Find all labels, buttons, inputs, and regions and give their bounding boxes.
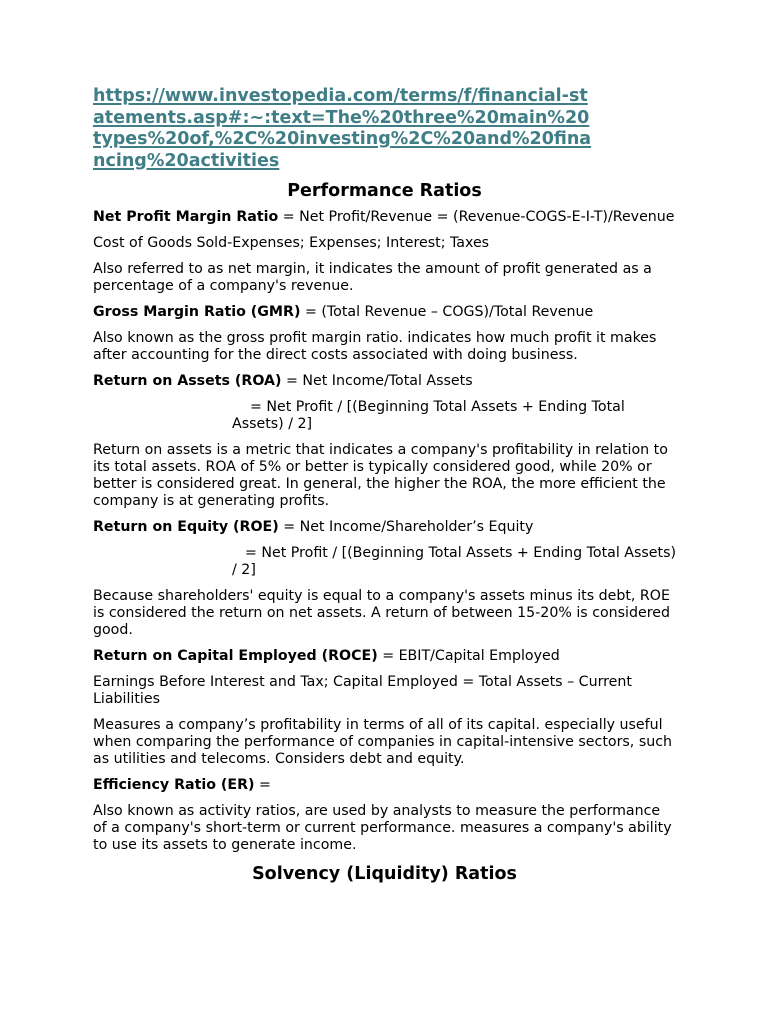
performance-ratios-heading: Performance Ratios — [287, 181, 482, 201]
npm-formula — [93, 209, 676, 226]
roa-formula-alt: = Net Profit / [(Beginning Total Assets + Ending Total Assets) / 2] — [232, 399, 625, 432]
link-line-2: statements.asp#:~:text=The%20three%20main — [93, 86, 588, 128]
solvency-ratios-heading: Solvency (Liquidity) Ratios — [252, 864, 517, 884]
npm-legend: Cost of Goods Sold-Expenses; Expenses; Interest; Taxes — [93, 235, 490, 251]
gmr-formula — [93, 304, 676, 321]
roe-formula-alt: = Net Profit / [(Beginning Total Assets + Ending Total Assets) / 2] — [232, 545, 677, 578]
link-line-1: https://www.investopedia.com/terms/f/financial- — [93, 86, 569, 106]
roce-term: Return on Capital Employed (ROCE) — [93, 648, 378, 664]
roa-description: Return on assets is a metric that indicates a company's profitability in relation to its total assets. ROA of 5% or better is typically considered good, while 20% or better is considered great. In general, the higher the ROA, the more efficient the company is at generating profits. — [93, 442, 668, 509]
npm-description: Also referred to as net margin, it indicates the amount of profit generated as a percentage of a company's revenue. — [93, 261, 652, 294]
gmr-description: Also known as the gross profit margin ratio. indicates how much profit it makes after accounting for the direct costs associated with doing business. — [93, 330, 657, 363]
gmr-term: Gross Margin Ratio (GMR) — [93, 304, 301, 320]
roce-formula-text: = EBIT/Capital Employed — [377, 648, 560, 664]
link-line-4: %20financing%20activities — [93, 129, 592, 171]
er-description: Also known as activity ratios, are used by analysts to measure the performance of a company's short-term or current performance. measures a company's ability to use its assets to generate income. — [93, 803, 672, 853]
er-formula-text: = — [254, 777, 271, 793]
roce-formula — [93, 648, 676, 665]
link-line-3: %20types%20of,%2C%20investing%2C%20and — [93, 107, 590, 149]
gmr-formula-text: = (Total Revenue – COGS)/Total Revenue — [300, 304, 594, 320]
roa-formula — [93, 373, 676, 390]
npm-term: Net Profit Margin Ratio — [93, 209, 279, 225]
roe-formula-text: = Net Income/Shareholder’s Equity — [278, 519, 534, 535]
roce-legend: Earnings Before Interest and Tax; Capital Employed = Total Assets – Current Liabilities — [93, 674, 632, 707]
npm-formula-text: = Net Profit/Revenue = (Revenue-COGS-E-I-T)/Revenue — [278, 209, 675, 225]
roe-term: Return on Equity (ROE) — [93, 519, 279, 535]
roa-term: Return on Assets (ROA) — [93, 373, 282, 389]
er-term: Efficiency Ratio (ER) — [93, 777, 255, 793]
roce-description: Measures a company’s profitability in terms of all of its capital. especially useful when comparing the performance of companies in capital-intensive sectors, such as utilities and telecoms. Considers debt and equity. — [93, 717, 672, 767]
roe-description: Because shareholders' equity is equal to a company's assets minus its debt, ROE is considered the return on net assets. A return of between 15-20% is considered good. — [93, 588, 670, 638]
investopedia-link[interactable] — [93, 86, 593, 172]
er-formula — [93, 777, 676, 794]
roe-formula — [93, 519, 676, 536]
roa-formula-text: = Net Income/Total Assets — [281, 373, 473, 389]
